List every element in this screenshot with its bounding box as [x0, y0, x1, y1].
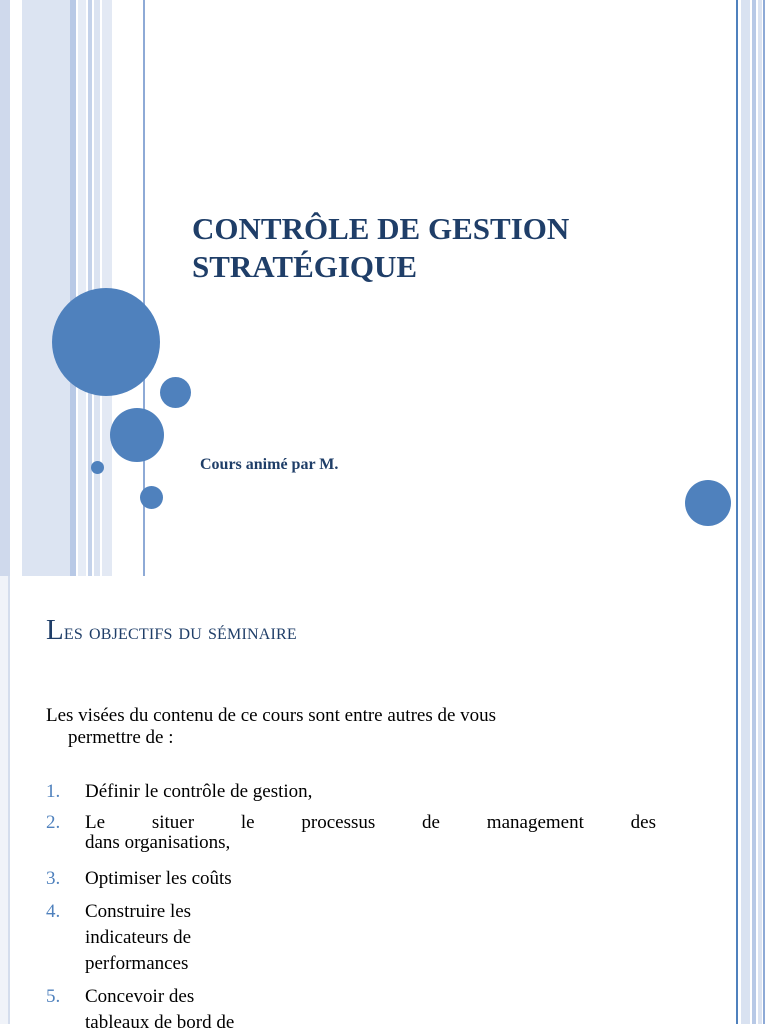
list-number: 3.: [46, 868, 61, 889]
list-item: [46, 813, 656, 853]
list-number: 5.: [46, 986, 61, 1007]
intro-line: permettre de :: [68, 727, 174, 748]
heading-rest: es objectifs du séminaire: [63, 619, 297, 644]
slide-left-edge: [8, 576, 10, 1024]
slide-left-edge: [0, 0, 10, 576]
right-edge-stripe: [758, 0, 762, 1024]
decorative-band: [10, 0, 22, 576]
decorative-circle: [110, 408, 164, 462]
slide-title: [192, 210, 712, 286]
list-text-continued: dans organisations,: [85, 832, 231, 853]
slide-subtitle: Cours animé par M.: [200, 456, 339, 473]
objectives-slide: [0, 576, 736, 1033]
list-text: Le situer le processus de management des: [85, 812, 656, 833]
decorative-band: [70, 0, 76, 576]
slide-left-edge: [0, 576, 8, 1024]
intro-paragraph: [46, 705, 606, 749]
slide-heading: [46, 614, 297, 647]
list-number: 4.: [46, 901, 61, 922]
list-number: 1.: [46, 781, 61, 802]
slide-title-line: STRATÉGIQUE: [192, 249, 418, 284]
right-edge-stripe: [763, 0, 765, 1024]
decorative-circle: [140, 486, 163, 509]
decorative-circle: [91, 461, 104, 474]
decorative-circle: [685, 480, 731, 526]
decorative-band: [22, 0, 70, 576]
slide-title-line: CONTRÔLE DE GESTION: [192, 211, 570, 246]
list-item: [46, 984, 246, 1036]
decorative-circle: [52, 288, 160, 396]
list-number: 2.: [46, 812, 61, 833]
decorative-band: [78, 0, 86, 576]
list-text: Construire les indicateurs de performances: [85, 901, 192, 974]
intro-line: Les visées du contenu de ce cours sont entre autres de vous: [46, 705, 497, 726]
decorative-circle: [160, 377, 191, 408]
list-item: [46, 899, 236, 977]
list-text: Définir le contrôle de gestion,: [85, 781, 313, 802]
right-edge-stripe: [736, 0, 738, 1024]
decorative-band: [88, 0, 92, 576]
list-text: Concevoir des tableaux de bord de: [85, 986, 235, 1033]
right-edge-stripe: [741, 0, 750, 1024]
list-item: [46, 779, 312, 805]
right-edge-stripe: [752, 0, 756, 1024]
list-item: [46, 866, 232, 892]
heading-initial: L: [46, 614, 64, 646]
list-text: Optimiser les coûts: [85, 868, 232, 889]
